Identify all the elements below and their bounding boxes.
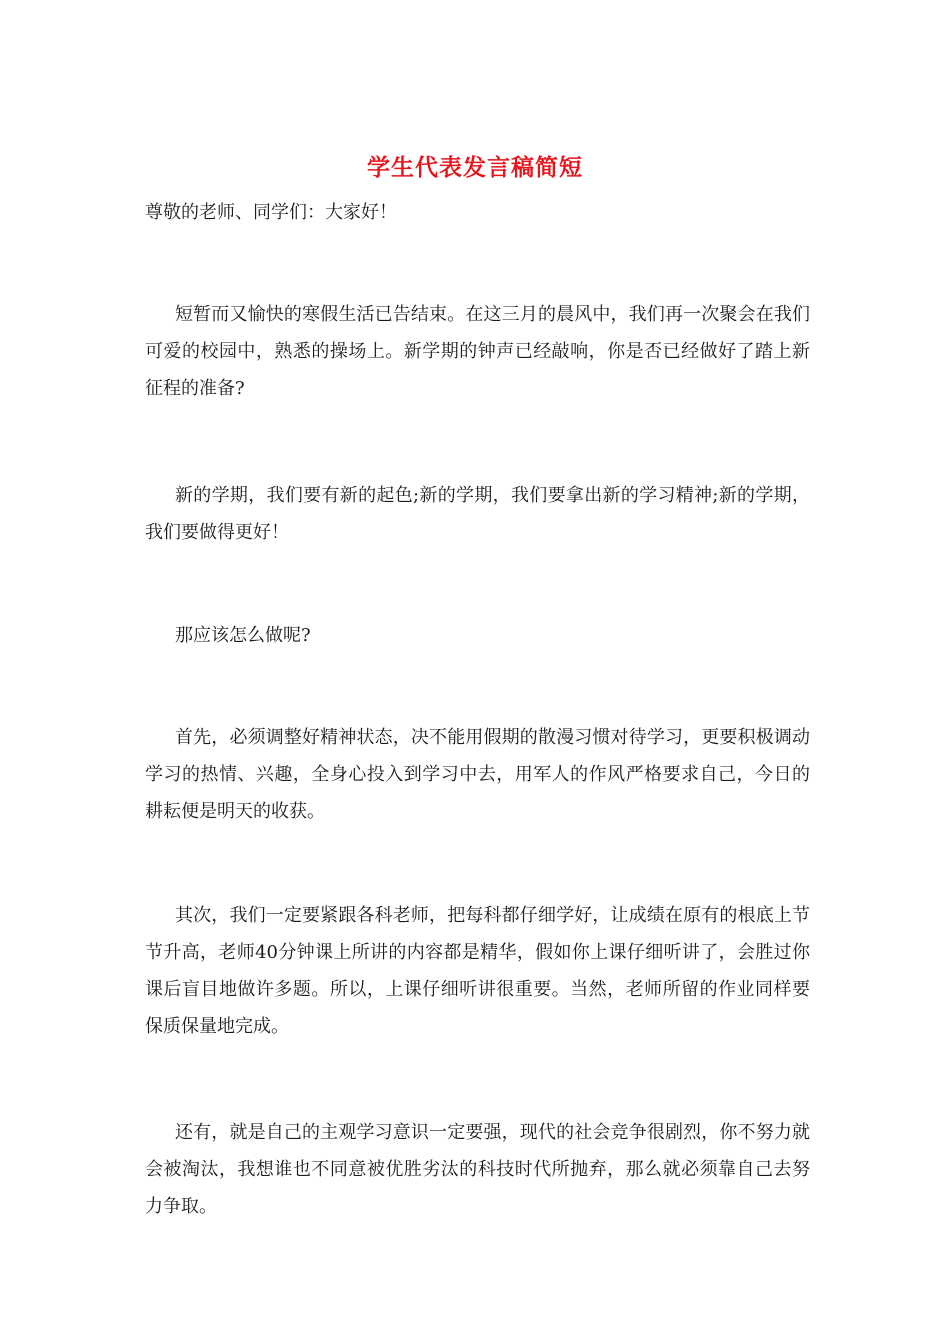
paragraph: 短暂而又愉快的寒假生活已告结束。在这三月的晨风中，我们再一次聚会在我们可爱的校园中，熟悉的操场上。新学期的钟声已经敲响，你是否已经做好了踏上新征程的准备? [145,304,810,399]
document-title: 学生代表发言稿简短 [367,154,583,181]
paragraph: 那应该怎么做呢? [175,625,311,646]
greeting-line: 尊敬的老师、同学们：大家好！ [145,202,397,223]
paragraph: 还有，就是自己的主观学习意识一定要强，现代的社会竞争很剧烈，你不努力就会被淘汰，我想谁也不同意被优胜劣汰的科技时代所抛弃，那么就必须靠自己去努力争取。 [145,1122,810,1217]
paragraph: 新的学期，我们要有新的起色;新的学期，我们要拿出新的学习精神;新的学期，我们要做得更好！ [145,485,810,543]
paragraph: 首先，必须调整好精神状态，决不能用假期的散漫习惯对待学习，更要积极调动学习的热情、兴趣，全身心投入到学习中去，用军人的作风严格要求自己，今日的耕耘便是明天的收获。 [145,727,810,822]
paragraph: 其次，我们一定要紧跟各科老师，把每科都仔细学好，让成绩在原有的根底上节节升高，老师40分钟课上所讲的内容都是精华，假如你上课仔细听讲了，会胜过你课后盲目地做许多题。所以，上课仔细听讲很重要。当然，老师所留的作业同样要保质保量地完成。 [145,905,810,1037]
